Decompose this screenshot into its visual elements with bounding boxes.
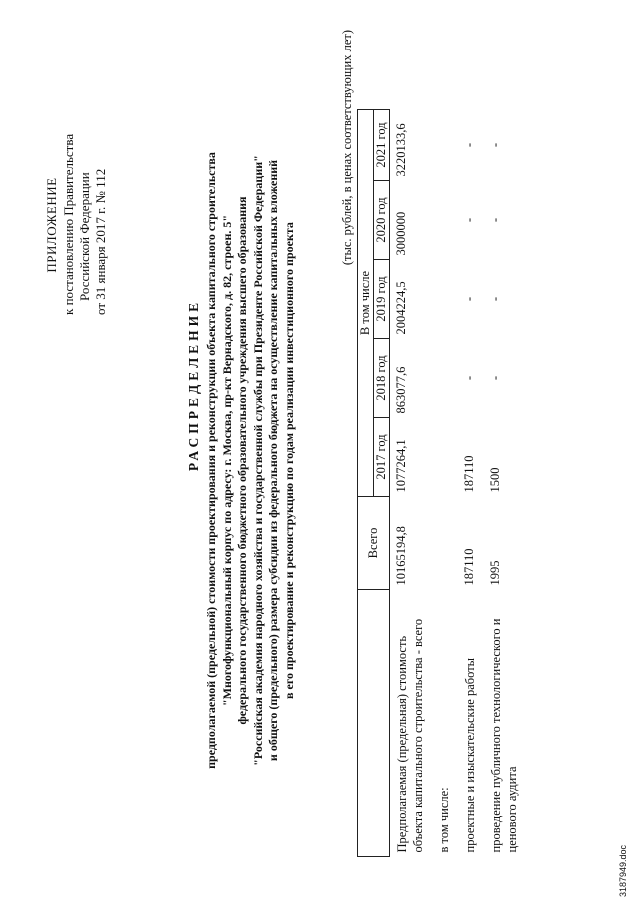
table-row bbox=[478, 110, 520, 857]
subtitle-line: "Многофункциональный корпус по адресу: г. Москва, пр-кт Вернадского, д. 82, строен. 5" bbox=[219, 214, 234, 707]
row-name: проведение публичного технологического и ценового аудита bbox=[489, 618, 519, 853]
header-total: Всего bbox=[358, 497, 390, 590]
header-year: 2017 год bbox=[374, 418, 390, 497]
row-total: 1995 bbox=[488, 560, 502, 586]
row-name: проектные и изыскательские работы bbox=[463, 657, 477, 853]
row-value: 2004224,5 bbox=[394, 281, 408, 335]
document-title: РАСПРЕДЕЛЕНИЕ bbox=[186, 298, 201, 472]
row-value: 863077,6 bbox=[394, 366, 408, 414]
header-year: 2021 год bbox=[374, 110, 390, 181]
row-value: - bbox=[488, 217, 502, 223]
table-row bbox=[426, 110, 452, 857]
subtitle-line: федерального государственного бюджетного образовательного учреждения высшего образования bbox=[235, 196, 249, 725]
row-value: 1077264,1 bbox=[394, 439, 408, 493]
subtitle-line: "Российская академия народного хозяйства и государственной службы при Президенте Российской Федерации" bbox=[250, 155, 265, 766]
row-name: Предполагаемая (предельная) стоимость объекта капитального строительства - всего bbox=[395, 618, 425, 853]
appendix-heading: ПРИЛОЖЕНИЕ bbox=[44, 177, 59, 273]
row-value: 3000000 bbox=[394, 211, 408, 256]
row-value: - bbox=[488, 296, 502, 302]
appendix-line-2: Российской Федерации bbox=[77, 172, 92, 301]
appendix-line-3: от 31 января 2017 г. № 112 bbox=[93, 168, 108, 315]
row-value bbox=[426, 260, 452, 339]
row-total: 10165194,8 bbox=[394, 526, 408, 586]
row-value: - bbox=[462, 217, 476, 223]
row-value: 187110 bbox=[462, 455, 476, 493]
header-year: 2019 год bbox=[374, 260, 390, 339]
row-value bbox=[426, 181, 452, 260]
row-value bbox=[426, 110, 452, 181]
row-value: - bbox=[462, 296, 476, 302]
row-value: - bbox=[462, 375, 476, 381]
subtitle-line: предполагаемой (предельной) стоимости проектирования и реконструкции объекта капитального строительства bbox=[204, 152, 218, 769]
row-value: - bbox=[488, 142, 502, 148]
row-value: - bbox=[488, 375, 502, 381]
subtitle-line: в его проектирование и реконструкцию по годам реализации инвестиционного проекта bbox=[281, 222, 296, 699]
row-total bbox=[426, 497, 452, 590]
document-id: 3187949.doc bbox=[618, 844, 628, 897]
subtitle-line: и общего (предельного) размера субсидии из федерального бюджета на осуществление капитальных вложений bbox=[266, 159, 280, 762]
header-name-cell bbox=[358, 590, 390, 857]
appendix-block bbox=[44, 45, 109, 315]
row-value bbox=[426, 339, 452, 418]
row-value: - bbox=[462, 142, 476, 148]
row-value bbox=[426, 418, 452, 497]
document-subtitle bbox=[204, 28, 297, 893]
header-year: 2020 год bbox=[374, 181, 390, 260]
row-value: 1500 bbox=[488, 467, 502, 493]
appendix-line-1: к постановлению Правительства bbox=[61, 133, 76, 315]
row-value: 3220133,6 bbox=[394, 123, 408, 177]
table-row bbox=[452, 110, 478, 857]
header-year: 2018 год bbox=[374, 339, 390, 418]
header-group: В том числе bbox=[358, 110, 374, 497]
table-row bbox=[390, 110, 427, 857]
distribution-table bbox=[357, 109, 520, 857]
row-name: в том числе: bbox=[437, 787, 451, 853]
row-total: 187110 bbox=[462, 548, 476, 586]
units-note: (тыс. рублей, в ценах соответствующих лет) bbox=[340, 30, 354, 266]
